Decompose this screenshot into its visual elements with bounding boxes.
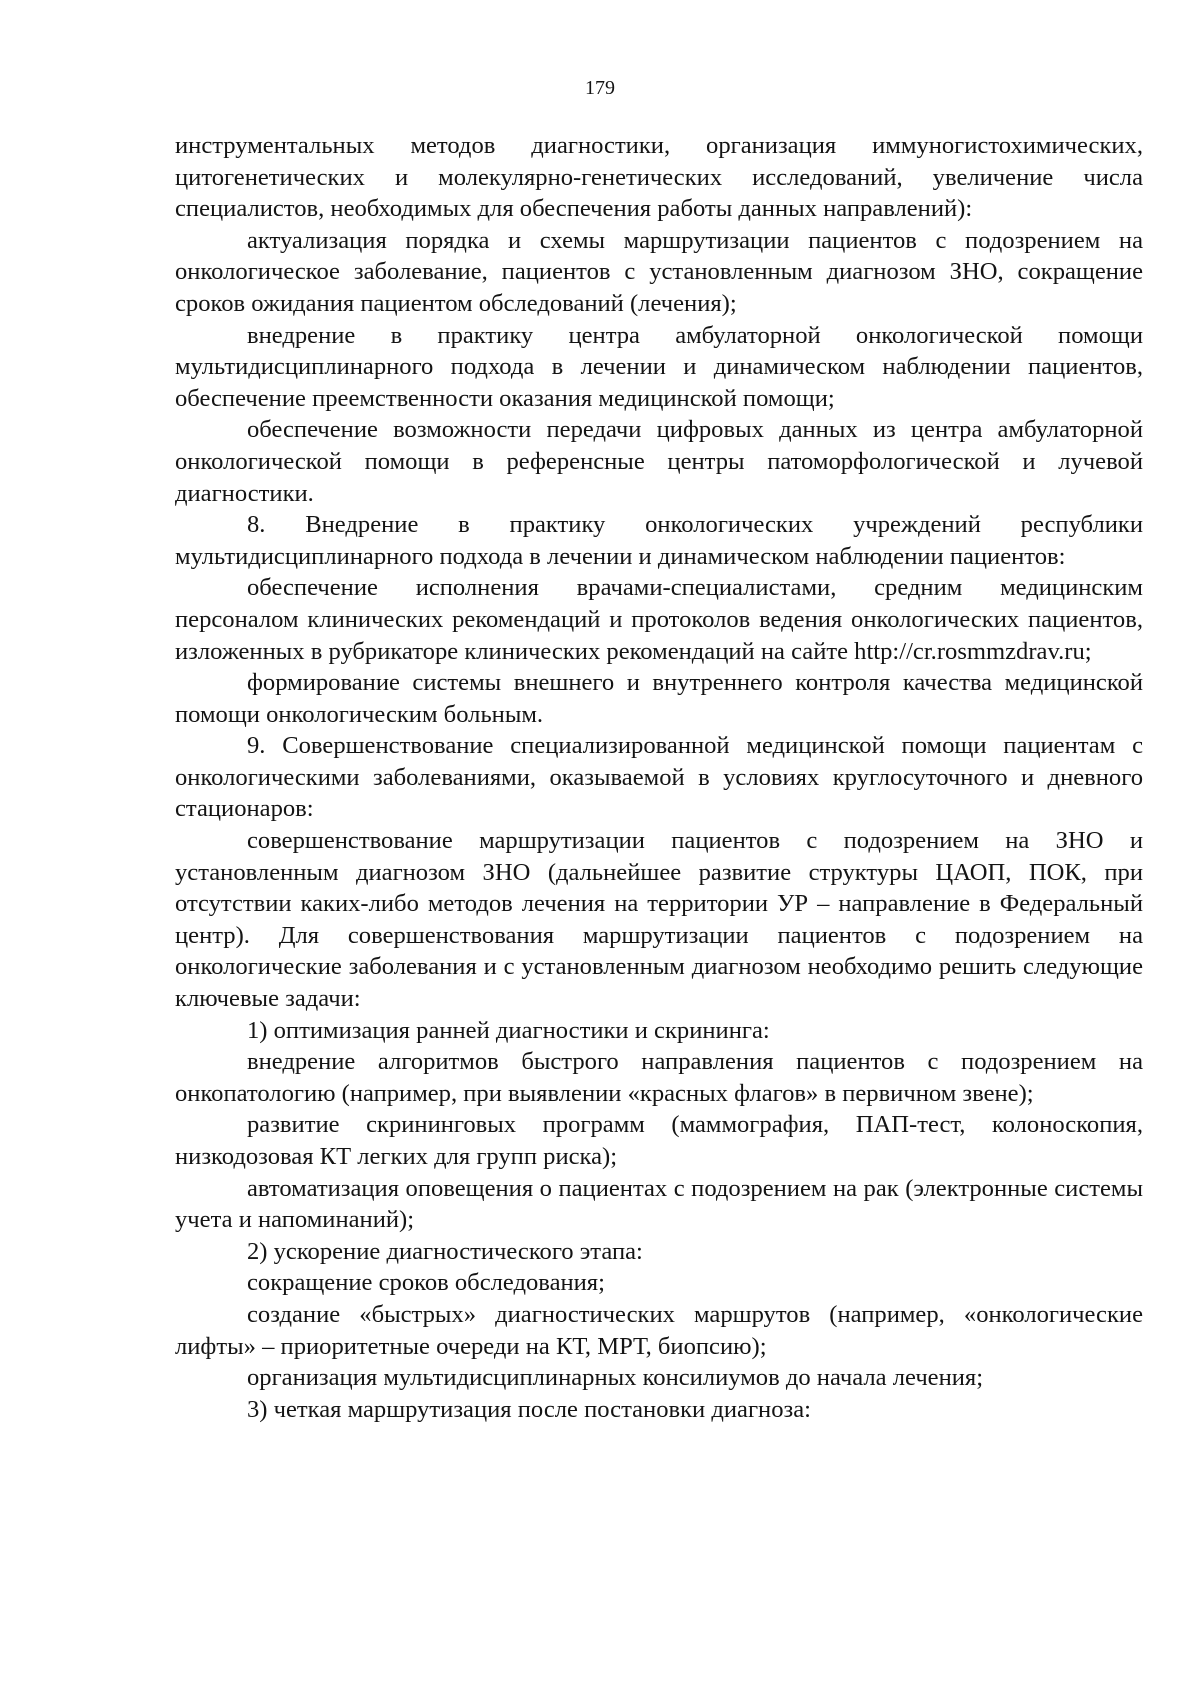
paragraph: сокращение сроков обследования; [247, 1269, 605, 1297]
paragraph: 8. Внедрение в практику онкологических учреждений республики мультидисциплинарного подхода в лечении и динамическом наблюдении пациентов: [175, 511, 1143, 570]
paragraph: 3) четкая маршрутизация после постановки диагноза: [247, 1395, 811, 1423]
paragraph: обеспечение исполнения врачами-специалистами, средним медицинским персоналом клинических рекомендаций и протоколов ведения онкологических пациентов, изложенных в рубрикаторе клинических рекомендаций на сайте http://cr.rosmmzdrav.ru; [175, 574, 1143, 665]
paragraph: внедрение алгоритмов быстрого направления пациентов с подозрением на онкопатологию (например, при выявлении «красных флагов» в первичном звене); [175, 1048, 1143, 1107]
paragraph: создание «быстрых» диагностических маршрутов (например, «онкологические лифты» – приоритетные очереди на КТ, МРТ, биопсию); [175, 1300, 1143, 1360]
paragraph: совершенствование маршрутизации пациентов с подозрением на ЗНО и установленным диагнозом ЗНО (дальнейшее развитие структуры ЦАОП, ПОК, при отсутствии каких-либо методов лечения на территории УР – направление в Федеральный центр). Для совершенствования маршрутизации пациентов с подозрением на онкологические заболевания и с установленным диагнозом необходимо решить следующие ключевые задачи: [175, 827, 1143, 1013]
document-body [175, 130, 1143, 1425]
paragraph: автоматизация оповещения о пациентах с подозрением на рак (электронные системы учета и напоминаний); [175, 1174, 1143, 1234]
paragraph: формирование системы внешнего и внутреннего контроля качества медицинской помощи онкологическим больным. [175, 669, 1143, 728]
paragraph: развитие скрининговых программ (маммография, ПАП-тест, колоноскопия, низкодозовая КТ легких для групп риска); [175, 1111, 1143, 1170]
paragraph: 2) ускорение диагностического этапа: [247, 1237, 643, 1265]
paragraph: инструментальных методов диагностики, организация иммуногистохимических, цитогенетических и молекулярно-генетических исследований, увеличение числа специалистов, необходимых для обеспечения работы данных направлений): [175, 132, 1143, 223]
paragraph: 9. Совершенствование специализированной медицинской помощи пациентам с онкологическими заболеваниями, оказываемой в условиях круглосуточного и дневного стационаров: [175, 732, 1143, 823]
paragraph: актуализация порядка и схемы маршрутизации пациентов с подозрением на онкологическое заболевание, пациентов с установленным диагнозом ЗНО, сокращение сроков ожидания пациентом обследований (лечения); [175, 226, 1143, 317]
paragraph: обеспечение возможности передачи цифровых данных из центра амбулаторной онкологической помощи в референсные центры патоморфологической и лучевой диагностики. [175, 416, 1143, 507]
paragraph: 1) оптимизация ранней диагностики и скрининга: [247, 1016, 770, 1044]
paragraph: внедрение в практику центра амбулаторной онкологической помощи мультидисциплинарного подхода в лечении и динамическом наблюдении пациентов, обеспечение преемственности оказания медицинской помощи; [175, 321, 1143, 412]
paragraph: организация мультидисциплинарных консилиумов до начала лечения; [247, 1364, 984, 1392]
page-number: 179 [585, 77, 615, 99]
